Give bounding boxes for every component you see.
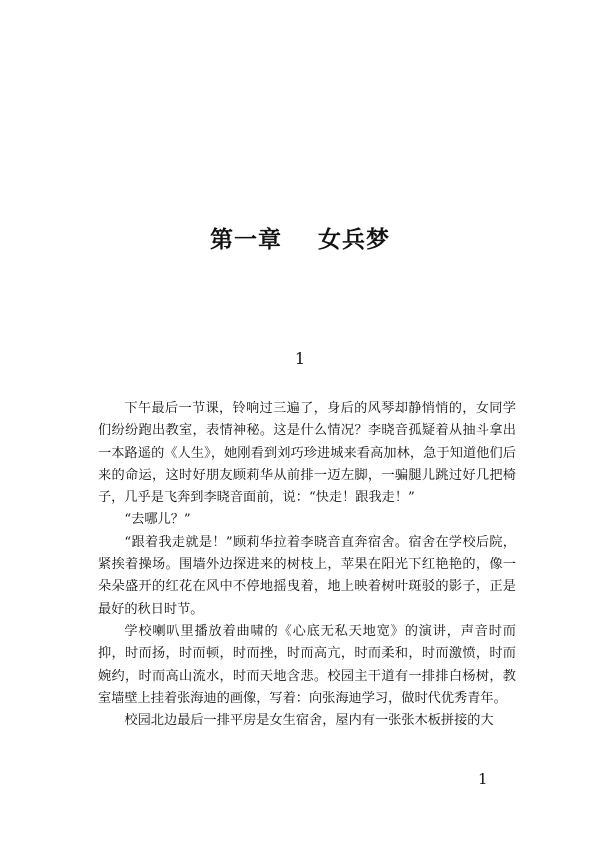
chapter-title: 第一章 女兵梦: [209, 226, 391, 253]
paragraph: “跟着我走就是！”顾莉华拉着李晓音直奔宿舍。宿舍在学校后院，紧挨着操场。围墙外边探进来的树枝上，苹果在阳光下红艳艳的，像一朵朵盛开的红花在风中不停地摇曳着，地上映着树叶斑驳的影子，正是最好的秋日时节。: [98, 534, 516, 617]
paragraph: 校园北边最后一排平房是女生宿舍，屋内有一张张木板拼接的大: [124, 713, 494, 729]
page-number: 1: [478, 770, 488, 788]
body-text: [98, 398, 516, 732]
paragraph: 学校喇叭里播放着曲啸的《心底无私天地宽》的演讲，声音时而抑，时而扬，时而顿，时而挫，时而高亢，时而柔和，时而激愤，时而婉约，时而高山流水，时而天地含悲。校园主干道有一排排白杨树，教室墙壁上挂着张海迪的画像，写着：向张海迪学习，做时代优秀青年。: [98, 623, 516, 706]
section-number: 1: [294, 349, 306, 368]
paragraph: “去哪儿？”: [124, 512, 191, 528]
paragraph: 下午最后一节课，铃响过三遍了，身后的风琴却静悄悄的，女同学们纷纷跑出教室，表情神秘。这是什么情况？李晓音孤疑着从抽斗拿出一本路遥的《人生》，她刚看到刘巧珍进城来看高加林，急于知道他们后来的命运，这时好朋友顾莉华从前排一迈左脚，一骗腿儿跳过好几把椅子，几乎是飞奔到李晓音面前，说：“快走！跟我走！”: [98, 401, 516, 506]
